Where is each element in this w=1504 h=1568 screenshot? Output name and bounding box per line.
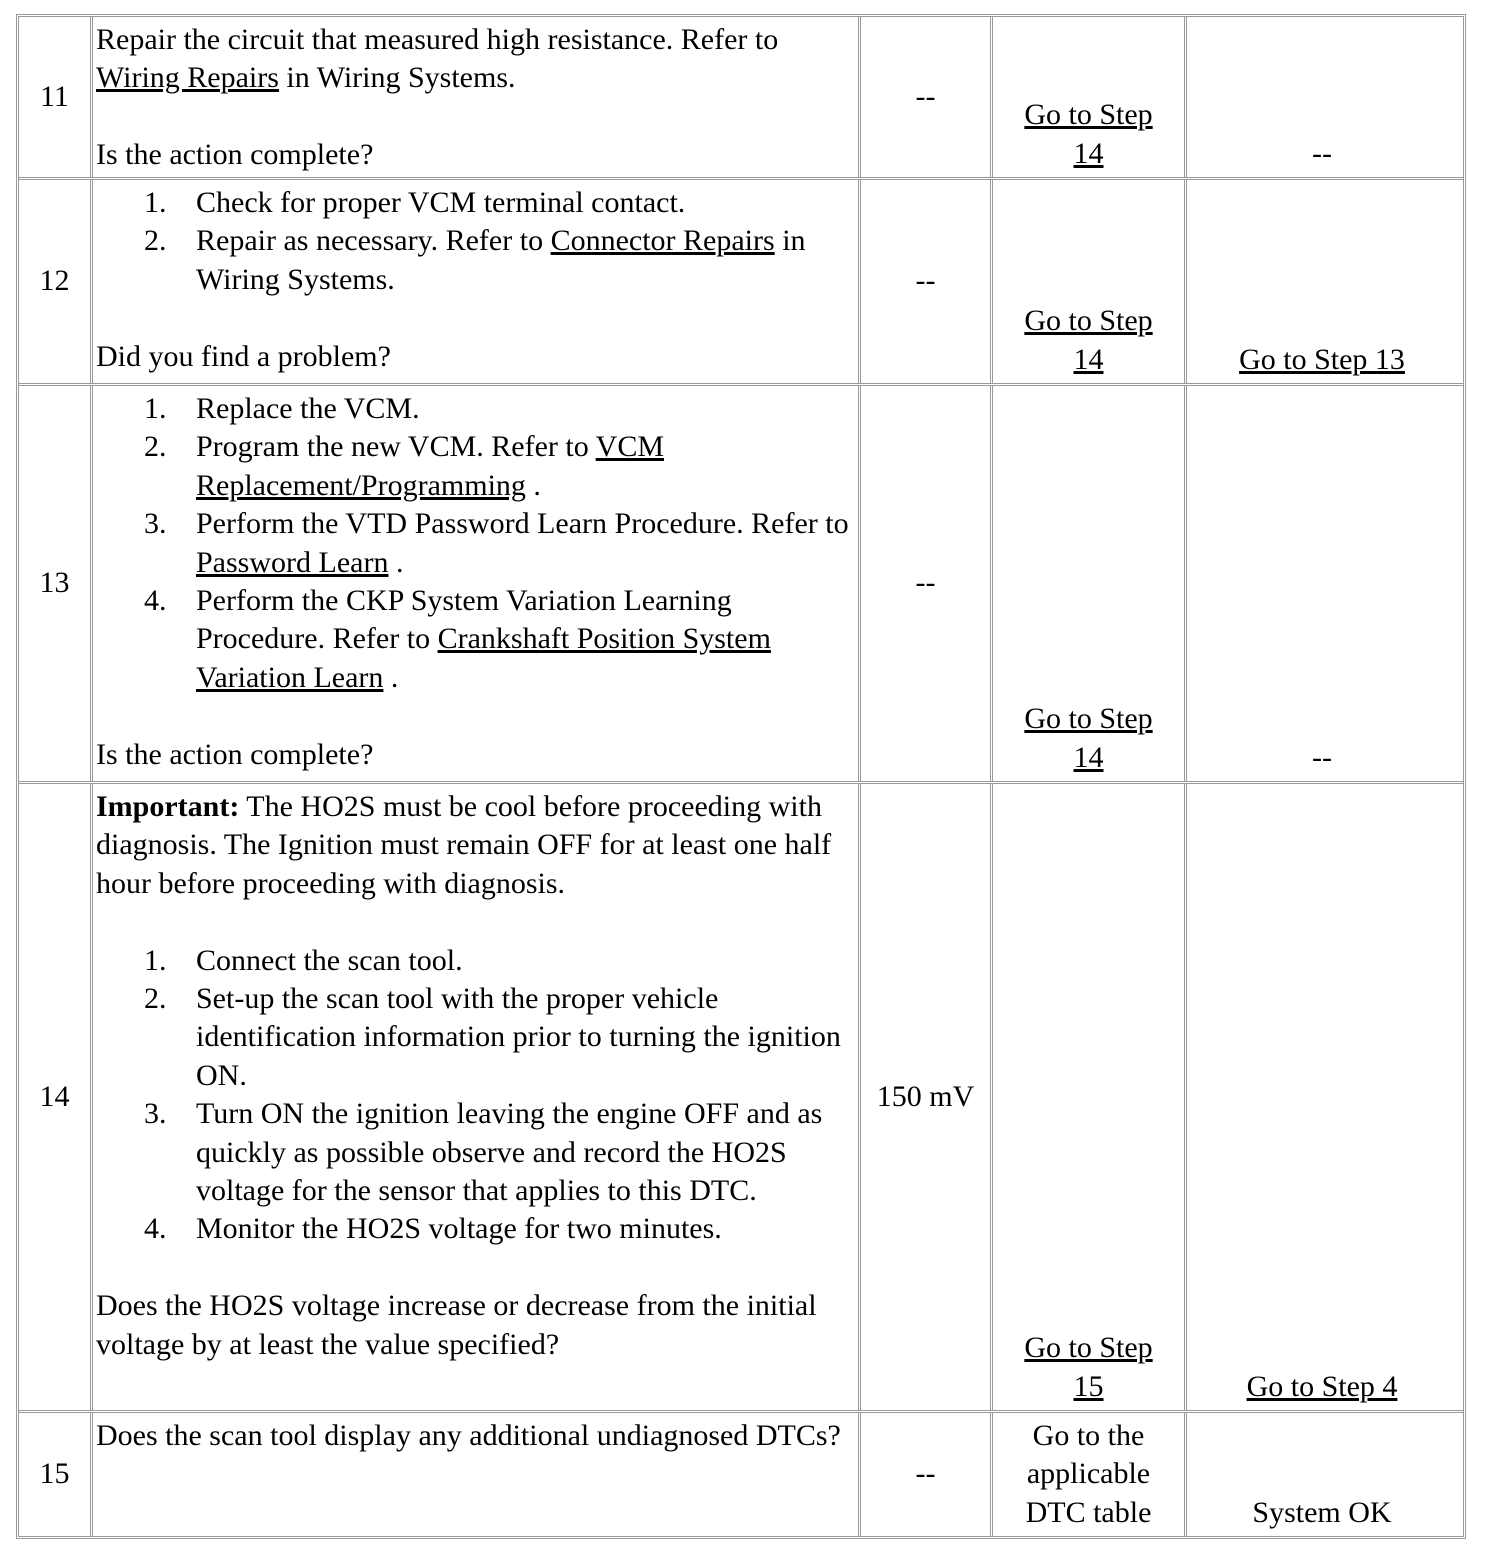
list-item: Turn ON the ignition leaving the engine OFF and as quickly as possible observe and record the HO2S voltage for the sensor that applies to this DTC. bbox=[196, 1097, 823, 1208]
step-number: 12 bbox=[19, 180, 93, 383]
go-to-step-number-link[interactable]: 15 bbox=[1073, 1369, 1104, 1403]
connector-repairs-link[interactable]: Connector Repairs bbox=[550, 224, 775, 258]
step-number: 14 bbox=[19, 784, 93, 1410]
important-label: Important: bbox=[96, 790, 240, 823]
value-cell: -- bbox=[861, 386, 993, 781]
go-to-step-number-link[interactable]: 14 bbox=[1073, 740, 1104, 774]
list-item: Replace the VCM. bbox=[196, 392, 420, 425]
go-to-step-4-link[interactable]: Go to Step 4 bbox=[1246, 1369, 1398, 1403]
yes-cell bbox=[993, 784, 1187, 1410]
list-item: Perform the CKP System Variation Learning Procedure. Refer to Crankshaft Position System Variation Learn . bbox=[196, 584, 771, 694]
action-cell bbox=[93, 17, 861, 177]
wiring-repairs-link[interactable]: Wiring Repairs bbox=[96, 61, 279, 95]
question-text: Is the action complete? bbox=[96, 138, 374, 172]
go-to-step-link[interactable]: Go to Step bbox=[1024, 702, 1153, 736]
list-item: Repair as necessary. Refer to Connector Repairs in Wiring Systems. bbox=[196, 224, 806, 296]
yes-cell bbox=[993, 17, 1187, 177]
yes-cell bbox=[993, 386, 1187, 781]
value-cell: -- bbox=[861, 1413, 993, 1536]
no-cell: -- bbox=[1312, 136, 1332, 170]
yes-cell: Go to the applicable DTC table bbox=[993, 1413, 1187, 1536]
no-cell bbox=[1187, 784, 1457, 1410]
list-item: Set-up the scan tool with the proper vehicle identification information prior to turning the ignition ON. bbox=[196, 982, 841, 1092]
table-row bbox=[19, 17, 1463, 180]
instruction-list bbox=[96, 390, 855, 697]
no-cell bbox=[1187, 180, 1457, 383]
list-item: Monitor the HO2S voltage for two minutes. bbox=[196, 1212, 722, 1246]
no-cell: -- bbox=[1312, 740, 1332, 774]
go-to-step-number-link[interactable]: 14 bbox=[1073, 136, 1104, 170]
diagnostic-table bbox=[16, 14, 1466, 1539]
action-cell bbox=[93, 386, 861, 781]
question-text: Is the action complete? bbox=[96, 737, 374, 771]
step-number: 11 bbox=[19, 17, 93, 177]
value-cell: 150 mV bbox=[861, 784, 993, 1410]
no-cell: System OK bbox=[1252, 1495, 1392, 1529]
action-cell bbox=[93, 1413, 861, 1536]
vcm-replacement-programming-link[interactable]: VCM Replacement/Programming bbox=[196, 430, 665, 502]
list-item: Program the new VCM. Refer to VCM Replacement/Programming . bbox=[196, 430, 665, 502]
go-to-step-number-link[interactable]: 14 bbox=[1073, 342, 1104, 376]
list-item: Connect the scan tool. bbox=[196, 943, 463, 977]
yes-cell bbox=[993, 180, 1187, 383]
instruction-list bbox=[96, 184, 855, 299]
action-cell bbox=[93, 784, 861, 1410]
instruction-list bbox=[96, 942, 855, 1249]
go-to-step-link[interactable]: Go to Step bbox=[1024, 98, 1153, 132]
go-to-step-13-link[interactable]: Go to Step 13 bbox=[1239, 342, 1405, 376]
action-cell bbox=[93, 180, 861, 383]
list-item: Perform the VTD Password Learn Procedure. Refer to Password Learn . bbox=[196, 507, 849, 579]
value-cell: -- bbox=[861, 17, 993, 177]
value-cell: -- bbox=[861, 180, 993, 383]
table-row bbox=[19, 386, 1463, 784]
password-learn-link[interactable]: Password Learn bbox=[196, 545, 389, 579]
go-to-step-link[interactable]: Go to Step bbox=[1024, 1331, 1153, 1365]
table-row bbox=[19, 180, 1463, 386]
table-row bbox=[19, 1413, 1463, 1536]
crankshaft-position-variation-learn-link[interactable]: Crankshaft Position System Variation Learn bbox=[196, 622, 771, 694]
list-item: Check for proper VCM terminal contact. bbox=[196, 186, 686, 219]
step-number: 15 bbox=[19, 1413, 93, 1536]
action-text: Repair the circuit that measured high resistance. Refer to Wiring Repairs in Wiring Systems. bbox=[96, 23, 779, 95]
question-text: Does the HO2S voltage increase or decrease from the initial voltage by at least the value specified? bbox=[96, 1289, 817, 1361]
question-text: Did you find a problem? bbox=[96, 339, 391, 373]
important-note: Important: The HO2S must be cool before proceeding with diagnosis. The Ignition must remain OFF for at least one half hour before proceeding with diagnosis. bbox=[96, 790, 832, 900]
question-text: Does the scan tool display any additional undiagnosed DTCs? bbox=[96, 1419, 841, 1452]
step-number: 13 bbox=[19, 386, 93, 781]
table-row bbox=[19, 784, 1463, 1413]
go-to-step-link[interactable]: Go to Step bbox=[1024, 304, 1153, 338]
